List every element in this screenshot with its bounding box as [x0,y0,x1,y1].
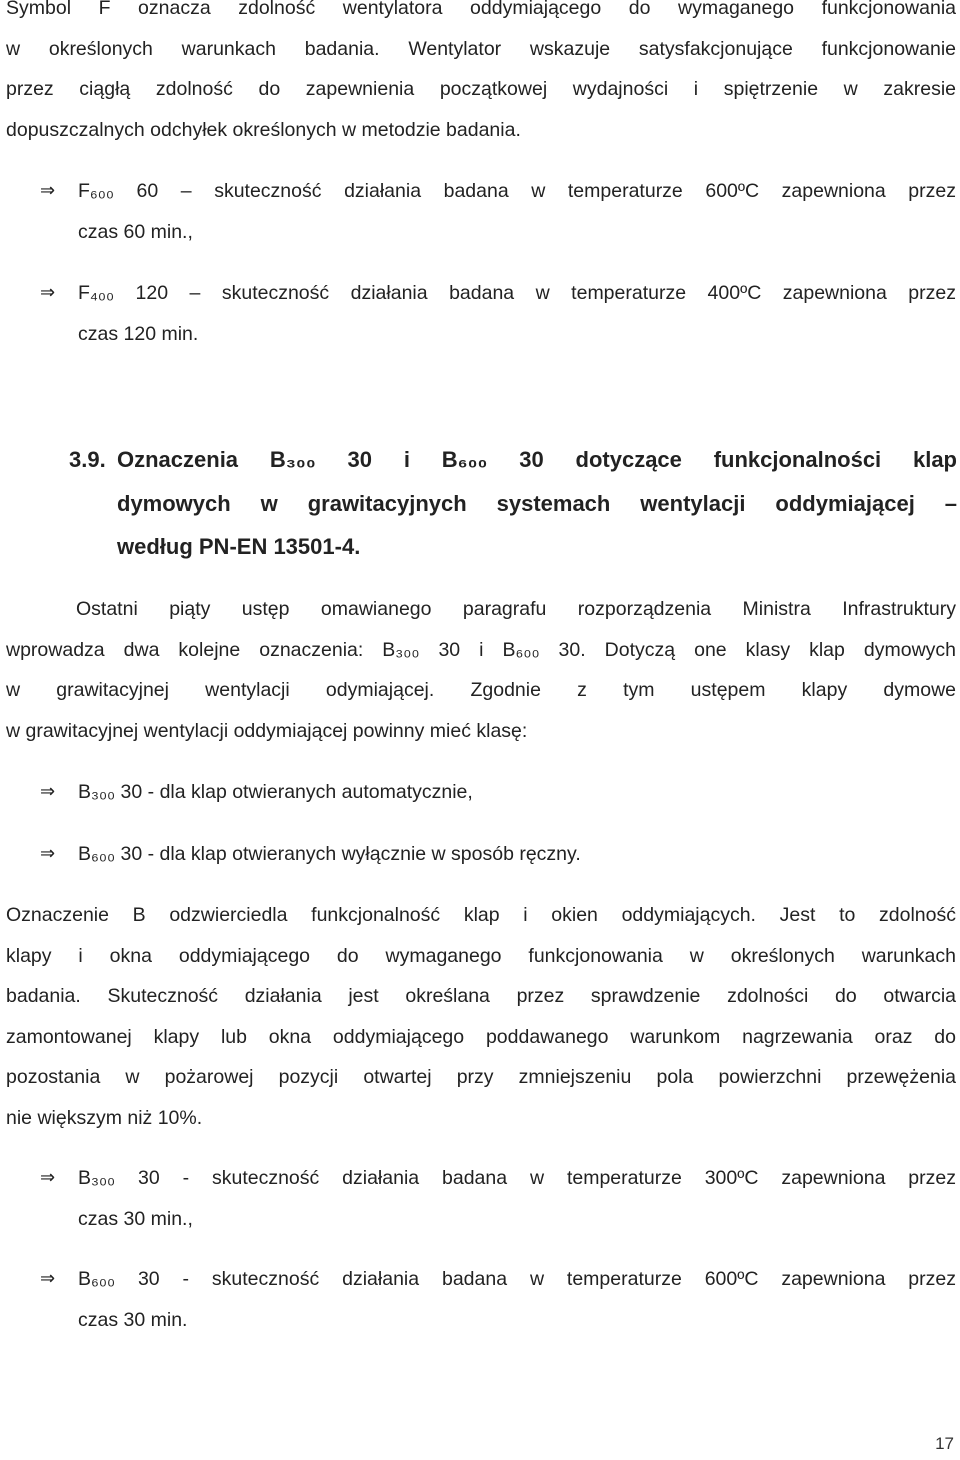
text-line: pozostania w pożarowej pozycji otwartej przy zmniejszeniu pola powierzchni przewężenia [6,1066,956,1088]
list-item-b600-detail [40,1259,956,1340]
text-line: F₄₀₀ 120 – skuteczność działania badana w temperaturze 400ºC zapewniona przez [78,282,956,304]
list-item-text: B₆₀₀ 30 - dla klap otwieranych wyłącznie w sposób ręczny. [78,843,581,865]
text-line: zamontowanej klapy lub okna oddymiającego poddawanego warunkom nagrzewania oraz do [6,1025,956,1048]
list-item-f600 [40,171,956,252]
arrow-icon: ⇒ [40,1167,56,1188]
list-item-b300 [40,772,956,813]
arrow-icon: ⇒ [40,180,56,201]
text-line: czas 120 min. [78,322,199,345]
text-line: B₆₀₀ 30 - skuteczność działania badana w temperaturze 600ºC zapewniona przez [78,1268,956,1290]
page-number: 17 [935,1434,954,1453]
arrow-icon: ⇒ [40,1268,56,1289]
arrow-icon: ⇒ [40,843,56,864]
text-line: Ostatni piąty ustęp omawianego paragrafu rozporządzenia Ministra Infrastruktury [76,598,956,620]
section-number: 3.9. [69,447,106,472]
section-title [117,438,957,569]
text-line: czas 60 min., [78,220,193,243]
text-line: czas 30 min. [78,1308,188,1331]
arrow-icon: ⇒ [40,781,56,802]
list-item-f400 [40,273,956,354]
text-line: w określonych warunkach badania. Wentylator wskazuje satysfakcjonujące funkcjonowanie [6,37,956,60]
text-line: dopuszczalnych odchyłek określonych w metodzie badania. [6,118,521,141]
list-item-text [78,171,956,252]
list-item-b300-detail [40,1158,956,1239]
text-line: w grawitacyjnej wentylacji oddymiającej powinny mieć klasę: [6,719,528,742]
text-line: nie większym niż 10%. [6,1106,203,1129]
text-line: B₃₀₀ 30 - skuteczność działania badana w temperaturze 300ºC zapewniona przez [78,1167,956,1189]
list-item-b600 [40,834,956,875]
text-line: Symbol F oznacza zdolność wentylatora oddymiającego do wymaganego funkcjonowania [6,0,956,19]
body-paragraph [6,589,956,751]
list-item-text [78,273,956,354]
text-line: Oznaczenie B odzwierciedla funkcjonalność klap i okien oddymiających. Jest to zdolność [6,904,956,926]
text-line: klapy i okna oddymiającego do wymaganego funkcjonowania w określonych warunkach [6,944,956,967]
text-line: w grawitacyjnej wentylacji odymiającej. Zgodnie z tym ustępem klapy dymowe [6,679,956,701]
arrow-icon: ⇒ [40,282,56,303]
list-item-text: B₃₀₀ 30 - dla klap otwieranych automatycznie, [78,781,473,803]
text-line: dymowych w grawitacyjnych systemach wentylacji oddymiającej – [117,490,957,516]
section-heading [69,438,957,569]
text-line: przez ciągłą zdolność do zapewnienia początkowej wydajności i spiętrzenie w zakresie [6,78,956,100]
list-item-text [78,1158,956,1239]
text-line: badania. Skuteczność działania jest określana przez sprawdzenie zdolności do otwarcia [6,985,956,1007]
body-paragraph [6,895,956,1138]
text-line: wprowadza dwa kolejne oznaczenia: B₃₀₀ 30 i B₆₀₀ 30. Dotyczą one klasy klap dymowych [6,638,956,661]
intro-paragraph [6,0,956,150]
list-item-text [78,1259,956,1340]
text-line: według PN-EN 13501-4. [117,534,361,559]
text-line: Oznaczenia B₃₀₀ 30 i B₆₀₀ 30 dotyczące funkcjonalności klap [117,447,957,472]
text-line: F₆₀₀ 60 – skuteczność działania badana w temperaturze 600ºC zapewniona przez [78,180,956,202]
text-line: czas 30 min., [78,1207,193,1230]
